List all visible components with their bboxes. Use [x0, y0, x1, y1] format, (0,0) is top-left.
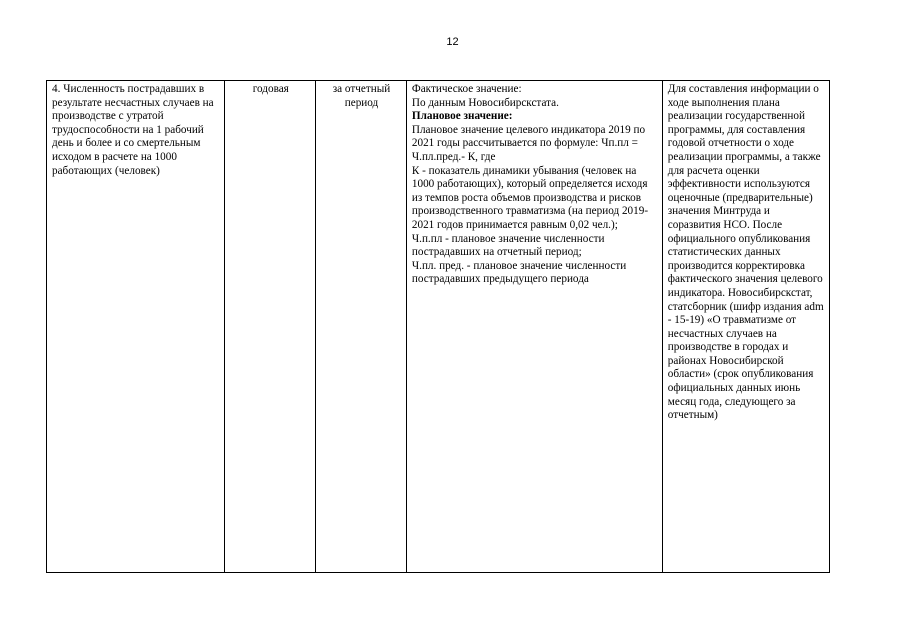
periodicity-value: годовая — [252, 83, 289, 95]
chplpred-definition: Ч.пл. пред. - плановое значение численности пострадавших предыдущего периода — [411, 259, 627, 286]
source-cell — [662, 81, 829, 573]
page-number: 12 — [446, 36, 459, 48]
method-cell — [406, 81, 662, 573]
period-cell — [316, 81, 407, 573]
periodicity-cell — [225, 81, 316, 573]
k-definition: К - показатель динамики убывания (человек на 1000 работающих), который определяется исходя из темпов роста объемов производства и рисков производственного травматизма (на период 2019-2021 годов принимается равным 0,02 чел.); — [411, 164, 649, 231]
planned-value-heading: Плановое значение: — [411, 110, 513, 123]
actual-value-text: По данным Новосибирскстата. — [411, 96, 559, 109]
indicator-name: 4. Численность пострадавших в результате несчастных случаев на производстве с утратой трудоспособности на 1 рабочий день и более и со смертельным исходом в расчете на 1000 работающих (человек) — [52, 83, 214, 177]
planned-value-text: Плановое значение целевого индикатора 2019 по 2021 годы рассчитывается по формуле: Чп.пл = Ч.пл.пред.- К, где — [411, 123, 646, 163]
actual-value-heading: Фактическое значение: — [411, 83, 522, 95]
chpl-definition: Ч.п.пл - плановое значение численности пострадавших на отчетный период; — [411, 232, 605, 259]
indicator-name-cell — [47, 81, 225, 573]
source-text: Для составления информации о ходе выполнения плана реализации государственной программы, для составления годовой отчетности о ходе реализации программы, а также для расчета оценки эффективности используются оценочные (предварительные) значения Минтруда и соразвития НСО. После официального опубликования статистических данных производится корректировка фактического значения целевого индикатора. Новосибирскстат, статсборник (шифр издания adm - 15-19) «О травматизме от несчастных случаев на производстве в городах и районах Новосибирской области» (срок опубликования официальных данных июнь месяц года, следующего за отчетным) — [667, 83, 824, 422]
table-row — [47, 81, 830, 573]
indicator-table — [46, 80, 830, 573]
period-value: за отчетный период — [332, 83, 391, 109]
